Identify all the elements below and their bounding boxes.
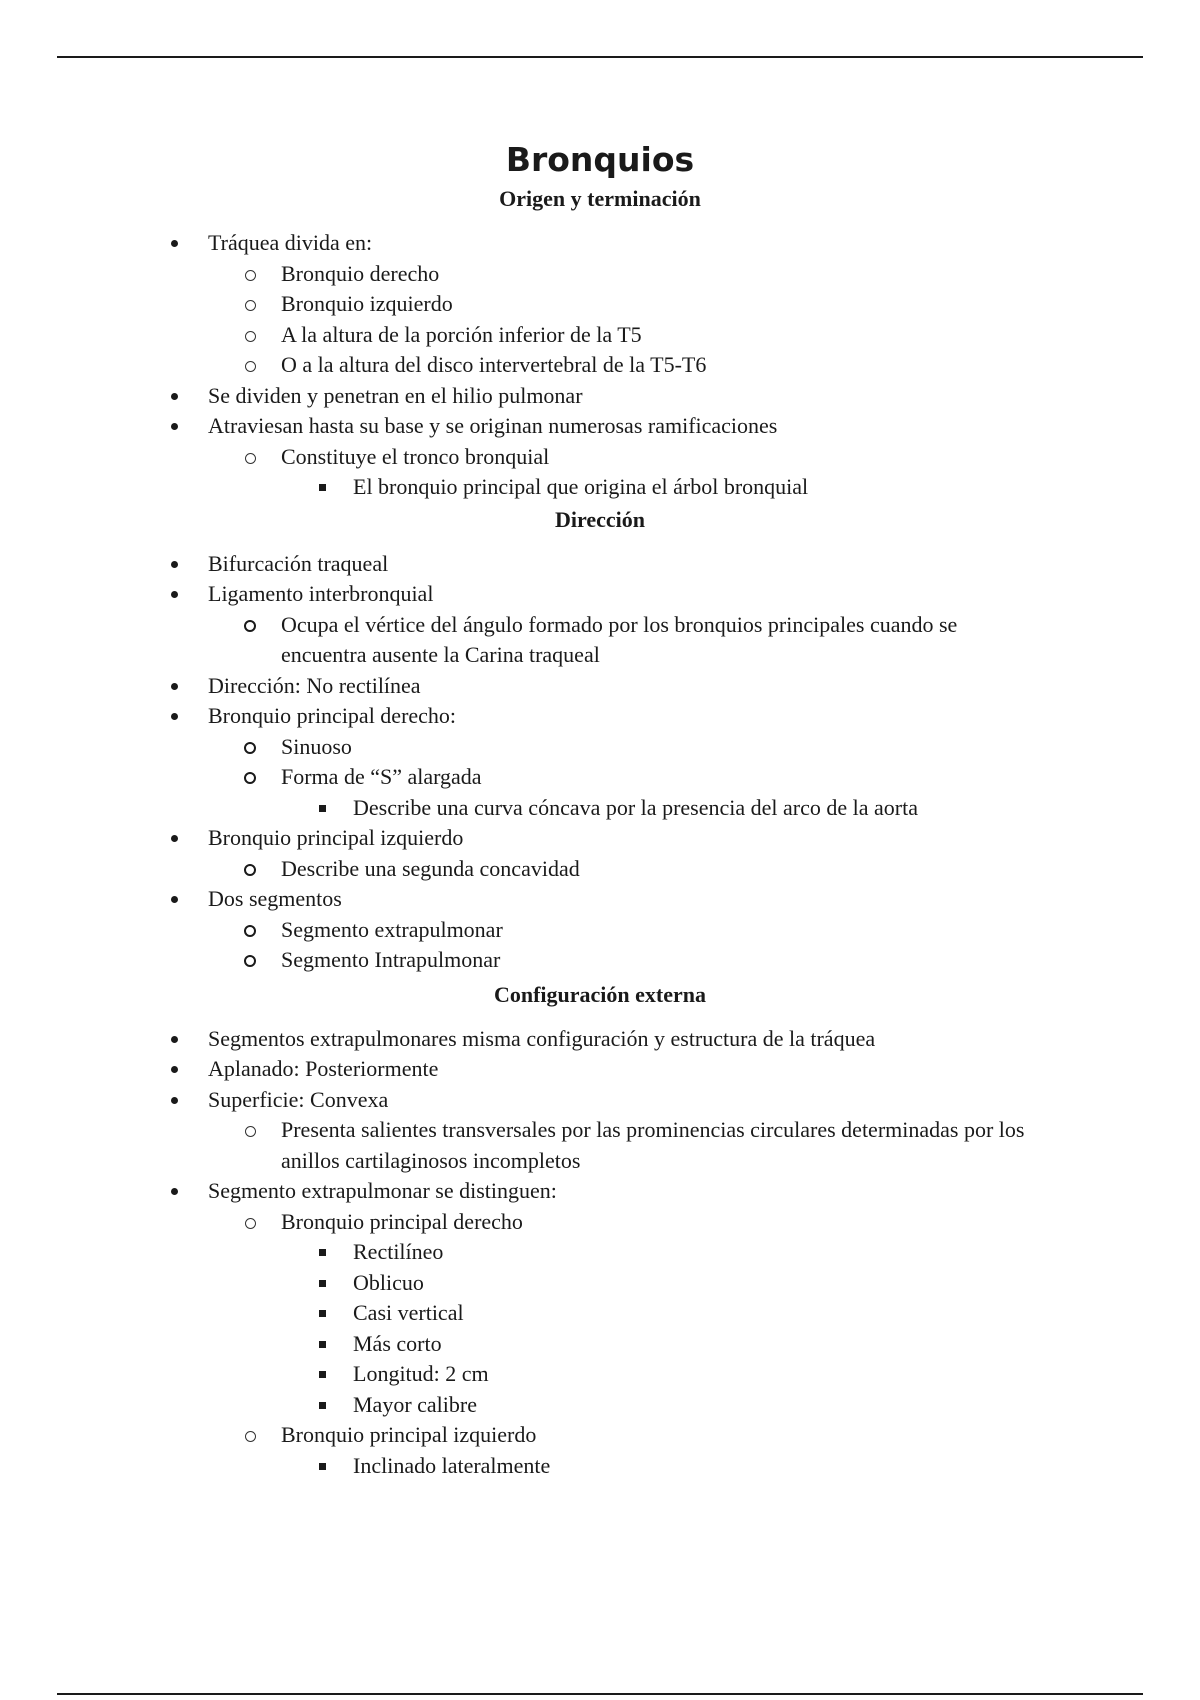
- sublist: [0, 1115, 1200, 1176]
- list-item: Segmento extrapulmonar: [0, 915, 1200, 946]
- bullet-circle-icon: [245, 300, 256, 311]
- list-item: Sinuoso: [0, 732, 1200, 763]
- list-item: Describe una segunda concavidad: [0, 854, 1200, 885]
- bullet-disc-icon: [171, 1066, 178, 1073]
- bullet-disc-icon: [171, 713, 178, 720]
- subsublist: [0, 1237, 1200, 1420]
- list-item: Constituye el tronco bronquial: [0, 442, 1200, 473]
- list-item: Bronquio principal derecho:: [0, 701, 1200, 732]
- list-item: Bronquio izquierdo: [0, 289, 1200, 320]
- list-item: Tráquea divida en:: [0, 228, 1200, 259]
- bullet-square-icon: [319, 1341, 326, 1348]
- sublist: [0, 915, 1200, 976]
- list-origen-cont: [0, 381, 1200, 442]
- list-item: Describe una curva cóncava por la presencia del arco de la aorta: [0, 793, 1200, 824]
- list-item: Segmento Intrapulmonar: [0, 945, 1200, 976]
- bullet-disc-icon: [171, 1036, 178, 1043]
- header-rule: [57, 56, 1143, 58]
- document-title: Bronquios: [505, 140, 695, 179]
- list-direccion: [0, 549, 1200, 610]
- list-item: Más corto: [0, 1329, 1200, 1360]
- bullet-square-icon: [319, 1249, 326, 1256]
- subsublist: [0, 793, 1200, 824]
- section-heading-configuracion: Configuración externa: [493, 981, 707, 1007]
- list-item: A la altura de la porción inferior de la T5: [0, 320, 1200, 351]
- bullet-disc-icon: [171, 240, 178, 247]
- list-item: Bronquio derecho: [0, 259, 1200, 290]
- list-item: Casi vertical: [0, 1298, 1200, 1329]
- sublist: [0, 610, 1200, 671]
- list-item: El bronquio principal que origina el árbol bronquial: [0, 472, 1200, 503]
- bullet-disc-icon: [171, 896, 178, 903]
- bullet-square-icon: [319, 1310, 326, 1317]
- bullet-circle-bold-icon: [244, 772, 256, 784]
- list-item: Bifurcación traqueal: [0, 549, 1200, 580]
- list-item: Rectilíneo: [0, 1237, 1200, 1268]
- list-item: Superficie: Convexa: [0, 1085, 1200, 1116]
- list-item: Oblicuo: [0, 1268, 1200, 1299]
- list-item: Ligamento interbronquial: [0, 579, 1200, 610]
- bullet-disc-icon: [171, 683, 178, 690]
- footer-rule: [57, 1693, 1143, 1695]
- subsublist: [0, 1451, 1200, 1482]
- list-direccion-cont2: [0, 823, 1200, 854]
- bullet-circle-icon: [245, 1126, 256, 1137]
- list-item: Se dividen y penetran en el hilio pulmonar: [0, 381, 1200, 412]
- bullet-disc-icon: [171, 393, 178, 400]
- list-item: Dirección: No rectilínea: [0, 671, 1200, 702]
- bullet-circle-icon: [245, 361, 256, 372]
- list-item: Presenta salientes transversales por las prominencias circulares determinadas por los anillos cartilaginosos incompletos: [0, 1115, 1200, 1176]
- bullet-square-icon: [319, 1463, 326, 1470]
- bullet-circle-bold-icon: [244, 742, 256, 754]
- list-item: Inclinado lateralmente: [0, 1451, 1200, 1482]
- section-heading-origen: Origen y terminación: [499, 186, 701, 211]
- list-item: Segmentos extrapulmonares misma configuración y estructura de la tráquea: [0, 1024, 1200, 1055]
- subsublist: [0, 472, 1200, 503]
- bullet-circle-bold-icon: [244, 955, 256, 967]
- bullet-square-icon: [319, 1371, 326, 1378]
- bullet-disc-icon: [171, 561, 178, 568]
- bullet-disc-icon: [171, 591, 178, 598]
- list-configuracion: [0, 1024, 1200, 1116]
- list-item: Atraviesan hasta su base y se originan numerosas ramificaciones: [0, 411, 1200, 442]
- bullet-disc-icon: [171, 423, 178, 430]
- bullet-square-icon: [319, 1280, 326, 1287]
- list-item: O a la altura del disco intervertebral de la T5-T6: [0, 350, 1200, 381]
- sublist: [0, 1207, 1200, 1238]
- bullet-circle-icon: [245, 1218, 256, 1229]
- sublist: [0, 1420, 1200, 1451]
- bullet-circle-icon: [245, 453, 256, 464]
- bullet-disc-icon: [171, 835, 178, 842]
- list-item: Ocupa el vértice del ángulo formado por los bronquios principales cuando se encuentra ausente la Carina traqueal: [0, 610, 1200, 671]
- list-item: Mayor calibre: [0, 1390, 1200, 1421]
- list-configuracion-cont: [0, 1176, 1200, 1207]
- section-heading-direccion: Dirección: [554, 506, 645, 532]
- bullet-square-icon: [319, 1402, 326, 1409]
- bullet-circle-icon: [245, 331, 256, 342]
- list-item: Aplanado: Posteriormente: [0, 1054, 1200, 1085]
- bullet-disc-icon: [171, 1188, 178, 1195]
- bullet-circle-icon: [245, 270, 256, 281]
- list-item: Segmento extrapulmonar se distinguen:: [0, 1176, 1200, 1207]
- sublist: [0, 442, 1200, 473]
- list-item: Bronquio principal izquierdo: [0, 823, 1200, 854]
- list-item: Longitud: 2 cm: [0, 1359, 1200, 1390]
- list-item: Bronquio principal izquierdo: [0, 1420, 1200, 1451]
- list-direccion-cont: [0, 671, 1200, 732]
- list-item: Forma de “S” alargada: [0, 762, 1200, 793]
- list-item: Dos segmentos: [0, 884, 1200, 915]
- bullet-circle-bold-icon: [244, 925, 256, 937]
- list-item: Bronquio principal derecho: [0, 1207, 1200, 1238]
- bullet-circle-bold-icon: [244, 864, 256, 876]
- sublist: [0, 259, 1200, 381]
- bullet-circle-bold-icon: [244, 620, 256, 632]
- sublist: [0, 854, 1200, 885]
- document-body: [0, 140, 1200, 1481]
- bullet-circle-icon: [245, 1431, 256, 1442]
- sublist: [0, 732, 1200, 793]
- bullet-square-icon: [319, 805, 326, 812]
- bullet-square-icon: [319, 484, 326, 491]
- bullet-disc-icon: [171, 1097, 178, 1104]
- list-direccion-cont3: [0, 884, 1200, 915]
- list-origen: [0, 228, 1200, 259]
